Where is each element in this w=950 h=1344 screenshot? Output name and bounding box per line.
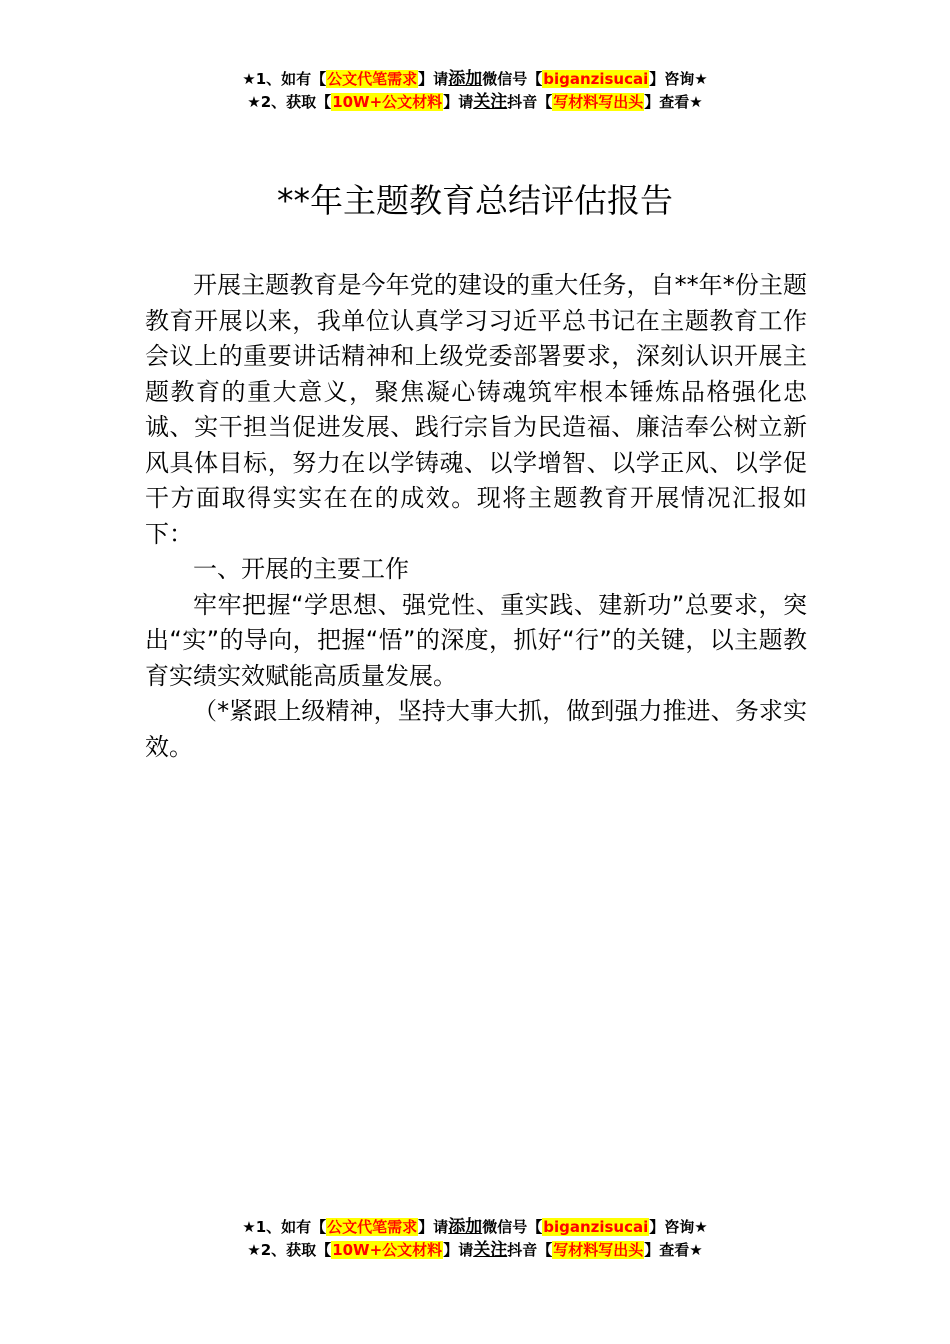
promo-text: ★1、如有【 <box>242 70 327 88</box>
promo-header <box>0 68 950 114</box>
promo-text: 】查看★ <box>644 93 703 111</box>
promo-highlight: 公文代笔需求 <box>327 70 418 88</box>
section-heading: 一、开展的主要工作 <box>193 555 409 583</box>
promo-text: 】请 <box>418 70 449 88</box>
document-body <box>145 268 807 765</box>
promo-text: 】请 <box>443 93 474 111</box>
promo-highlight: biganzisucai <box>543 1218 649 1236</box>
promo-line-1 <box>0 68 950 91</box>
promo-text: ★2、获取【 <box>247 1241 332 1259</box>
paragraph-intro: 开展主题教育是今年党的建设的重大任务，自**年*份主题教育开展以来，我单位认真学习习近平总书记在主题教育工作会议上的重要讲话精神和上级党委部署要求，深刻认识开展主题教育的重大意义，聚焦凝心铸魂筑牢根本锤炼品格强化忠诚、实干担当促进发展、践行宗旨为民造福、廉洁奉公树立新风具体目标，努力在以学铸魂、以学增智、以学正风、以学促干方面取得实实在在的成效。现将主题教育开展情况汇报如下： <box>145 271 807 548</box>
promo-text: 】请 <box>443 1241 474 1259</box>
promo-emphasis: 添加 <box>448 69 483 89</box>
promo-text: 抖音【 <box>507 93 553 111</box>
promo-emphasis: 关注 <box>473 1240 508 1260</box>
promo-line-2 <box>0 1239 950 1262</box>
promo-text: ★1、如有【 <box>242 1218 327 1236</box>
promo-emphasis: 添加 <box>448 1217 483 1237</box>
promo-text: 】咨询★ <box>649 70 708 88</box>
promo-line-2 <box>0 91 950 114</box>
promo-emphasis: 关注 <box>473 92 508 112</box>
promo-text: 微信号【 <box>482 70 543 88</box>
promo-highlight: 10W+公文材料 <box>332 93 443 111</box>
promo-highlight: 公文代笔需求 <box>327 1218 418 1236</box>
promo-highlight: biganzisucai <box>543 70 649 88</box>
promo-text: 微信号【 <box>482 1218 543 1236</box>
promo-line-1 <box>0 1216 950 1239</box>
promo-text: 】咨询★ <box>649 1218 708 1236</box>
promo-highlight: 写材料写出头 <box>553 1241 644 1259</box>
promo-text: 】查看★ <box>644 1241 703 1259</box>
promo-text: 】请 <box>418 1218 449 1236</box>
document-title: **年主题教育总结评估报告 <box>277 181 673 220</box>
promo-footer <box>0 1216 950 1262</box>
promo-highlight: 写材料写出头 <box>553 93 644 111</box>
paragraph-requirements: 牢牢把握“学思想、强党性、重实践、建新功”总要求，突出“实”的导向，把握“悟”的深度，抓好“行”的关键，以主题教育实绩实效赋能高质量发展。 <box>145 590 807 690</box>
promo-text: 抖音【 <box>507 1241 553 1259</box>
promo-highlight: 10W+公文材料 <box>332 1241 443 1259</box>
paragraph-subpoint: （*紧跟上级精神，坚持大事大抓，做到强力推进、务求实效。 <box>145 697 807 761</box>
promo-text: ★2、获取【 <box>247 93 332 111</box>
